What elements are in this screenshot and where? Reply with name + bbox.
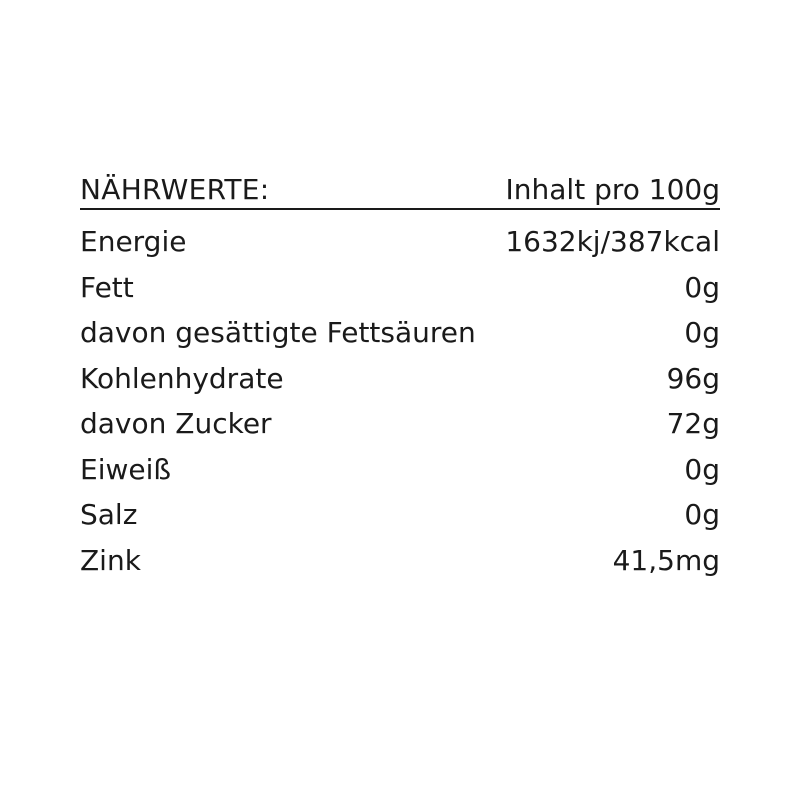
row-label: Salz [80, 498, 138, 532]
nutrition-title: NÄHRWERTE: [80, 173, 270, 206]
row-value: 0g [684, 498, 720, 532]
row-value: 0g [684, 316, 720, 350]
row-label: davon Zucker [80, 407, 272, 441]
nutrition-table [80, 170, 720, 583]
row-value: 96g [666, 361, 720, 395]
row-value: 41,5mg [612, 543, 720, 577]
row-label: Kohlenhydrate [80, 361, 284, 395]
nutrition-row-gesaettigte-fettsaeuren [80, 310, 720, 356]
row-value: 0g [684, 452, 720, 486]
per-100g-label: Inhalt pro 100g [505, 173, 720, 206]
row-value: 0g [684, 270, 720, 304]
nutrition-row-zink [80, 538, 720, 584]
nutrition-row-energie [80, 219, 720, 265]
nutrition-rows [80, 219, 720, 583]
row-label: Energie [80, 225, 187, 259]
row-label: davon gesättigte Fettsäuren [80, 316, 476, 350]
nutrition-header [80, 170, 720, 210]
nutrition-row-eiweiss [80, 447, 720, 493]
nutrition-row-zucker [80, 401, 720, 447]
nutrition-row-fett [80, 265, 720, 311]
row-value: 1632kj/387kcal [505, 225, 720, 259]
nutrition-row-salz [80, 492, 720, 538]
row-label: Zink [80, 543, 141, 577]
row-value: 72g [666, 407, 720, 441]
row-label: Eiweiß [80, 452, 172, 486]
nutrition-row-kohlenhydrate [80, 356, 720, 402]
row-label: Fett [80, 270, 134, 304]
